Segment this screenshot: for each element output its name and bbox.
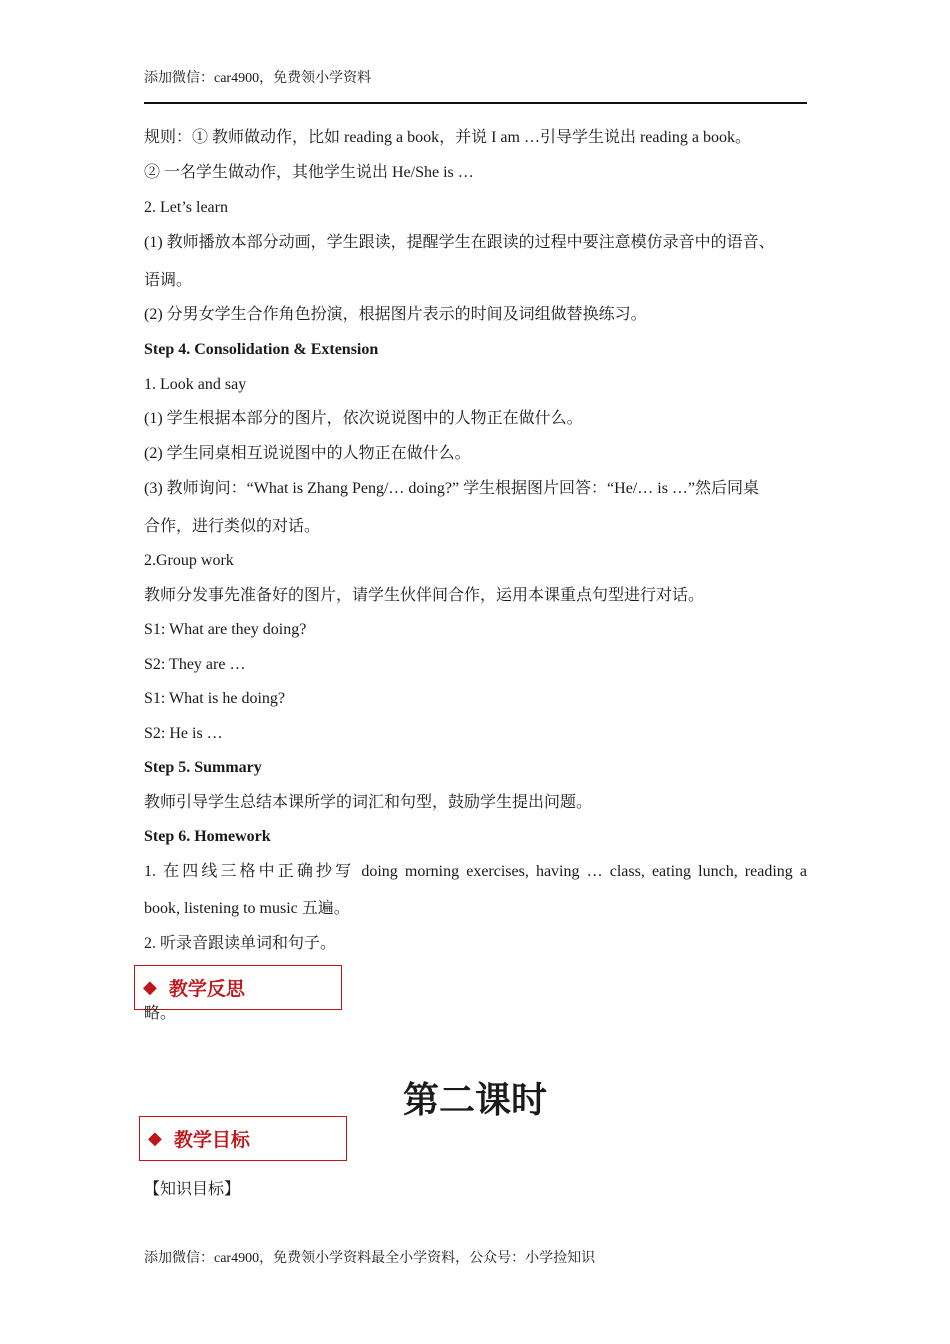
rule-line: 规则：① 教师做动作，比如 reading a book，并说 I am …引导学生说出 reading a book。 xyxy=(144,129,752,146)
summary-desc: 教师引导学生总结本课所学的词汇和句型，鼓励学生提出问题。 xyxy=(144,794,593,811)
look-and-say-item-3-cont: 合作，进行类似的对话。 xyxy=(144,518,321,535)
knowledge-objectives-heading: 【知识目标】 xyxy=(144,1181,241,1198)
diamond-bullet-icon: ◆ xyxy=(148,1128,162,1148)
rule-line-2: ② 一名学生做动作，其他学生说出 He/She is … xyxy=(144,164,474,181)
group-work-desc: 教师分发事先准备好的图片，请学生伙伴间合作，运用本课重点句型进行对话。 xyxy=(144,587,705,604)
page-footer: 添加微信：car4900，免费领小学资料最全小学资料，公众号：小学捡知识 xyxy=(144,1251,596,1266)
lesson-2-title: 第二课时 xyxy=(402,1080,547,1120)
reflection-body: 略。 xyxy=(144,1005,177,1022)
reflection-title: 教学反思 xyxy=(168,978,245,1000)
look-and-say-heading: 1. Look and say xyxy=(144,376,247,393)
lets-learn-heading: 2. Let’s learn xyxy=(144,199,228,216)
objectives-heading-box xyxy=(139,1116,347,1161)
lets-learn-item-2: (2) 分男女学生合作角色扮演，根据图片表示的时间及词组做替换练习。 xyxy=(144,306,647,323)
step4-heading: Step 4. Consolidation & Extension xyxy=(144,341,379,358)
dialogue-line: S2: He is … xyxy=(144,725,223,742)
homework-item-1: 1. 在四线三格中正确抄写 doing morning exercises, having … class, eating lunch, reading a xyxy=(144,863,807,880)
homework-item-2: 2. 听录音跟读单词和句子。 xyxy=(144,935,337,952)
look-and-say-item-2: (2) 学生同桌相互说说图中的人物正在做什么。 xyxy=(144,445,471,462)
look-and-say-item-1: (1) 学生根据本部分的图片，依次说说图中的人物正在做什么。 xyxy=(144,410,583,427)
homework-item-1-cont: book, listening to music 五遍。 xyxy=(144,900,350,917)
look-and-say-item-3: (3) 教师询问：“What is Zhang Peng/… doing?” 学生根据图片回答：“He/… is …”然后同桌 xyxy=(144,480,760,497)
step5-heading: Step 5. Summary xyxy=(144,759,262,776)
objectives-title: 教学目标 xyxy=(173,1129,250,1151)
group-work-heading: 2.Group work xyxy=(144,552,234,569)
diamond-bullet-icon: ◆ xyxy=(143,977,157,997)
header-divider xyxy=(144,102,807,104)
step6-heading: Step 6. Homework xyxy=(144,828,271,845)
dialogue-line: S2: They are … xyxy=(144,656,246,673)
dialogue-line: S1: What is he doing? xyxy=(144,690,286,707)
page-header: 添加微信：car4900，免费领小学资料 xyxy=(144,71,372,86)
lets-learn-item-1-cont: 语调。 xyxy=(144,272,193,289)
dialogue-line: S1: What are they doing? xyxy=(144,621,307,638)
lets-learn-item-1: (1) 教师播放本部分动画，学生跟读，提醒学生在跟读的过程中要注意模仿录音中的语音、 xyxy=(144,234,775,251)
